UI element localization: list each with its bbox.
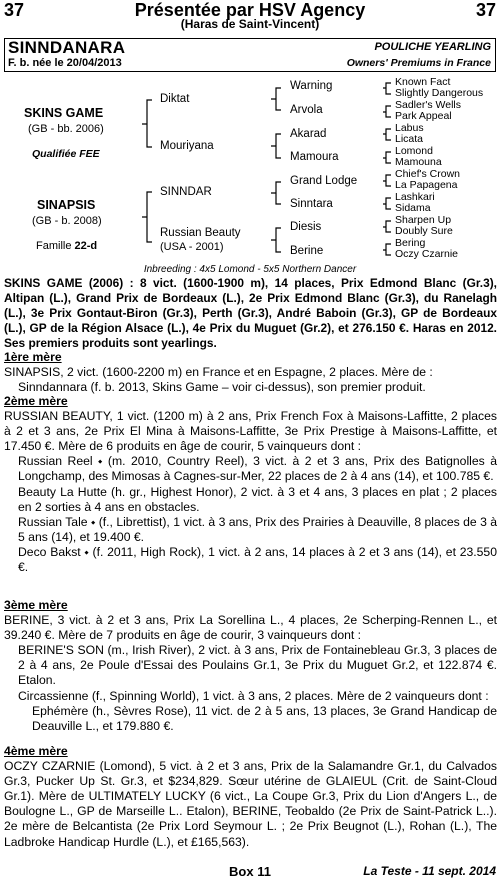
second-dam-heading: 2ème mère [4,394,68,408]
gen4-item: Labus [395,122,424,134]
lot-number-left: 37 [4,0,25,20]
bracket-mouriyana [271,134,281,158]
gen2-dam-dam: Russian Beauty [160,227,241,239]
horse-birth: F. b. née le 20/04/2013 [8,57,122,69]
dam-family: Famille 22-d [36,240,98,252]
gen2-dam-sire: SINNDAR [160,186,212,198]
gen3-item: Arvola [290,104,323,116]
sale-place-date: La Teste - 11 sept. 2014 [363,864,496,878]
third-dam-section [4,598,497,734]
first-dam-line: SINAPSIS, 2 vict. (1600-2200 m) en France et en Espagne, 2 places. Mère de : [4,365,433,380]
gen2-sire-sire: Diktat [160,93,190,105]
gen4-item: Park Appeal [395,110,452,122]
fourth-dam-section [4,744,497,850]
bracket-sire [142,100,152,147]
bracket-russian-beauty [271,228,281,252]
first-dam-produce: Sinndannara (f. b. 2013, Skins Game – voir ci-dessus), son premier produit. [18,380,426,395]
bracket-diktat [271,88,281,110]
fourth-dam-heading: 4ème mère [4,744,68,758]
page-subtitle: (Haras de Saint-Vincent) [180,17,320,31]
bracket-dam [142,192,152,242]
second-dam-section [4,394,497,575]
gen4-item: La Papagena [395,179,458,191]
bracket-sinndar [271,182,281,204]
sire-name: SKINS GAME [24,106,104,120]
gen3-item: Berine [290,245,324,257]
second-dam-produce: Russian Reel ⬩ (m. 2010, Country Reel), 3 vict. à 2 et 3 ans, Prix des Batignolles à Longchamp, des Mimosas à Cagnes-sur-Mer, 22 places de 2 à 4 ans (14), et 100.785 €. [18,454,497,484]
horse-category: POULICHE YEARLING [374,41,491,53]
sire-info: (GB - bb. 2006) [28,123,104,135]
second-dam-produce: Beauty La Hutte (h. gr., Highest Honor), 2 vict. à 3 et 4 ans, 3 places en plat ; 2 places en 2 sorties à 4 ans en obstacles. [18,484,497,514]
gen4-item: Doubly Sure [395,225,453,237]
gen2-dam-dam-info: (USA - 2001) [160,241,224,253]
second-dam-produce: Russian Tale ⬩ (f., Librettist), 1 vict. à 3 ans, Prix des Prairies à Deauville, 8 places de 3 à 5 ans (14), et 19.400 €. [18,514,498,544]
gen4-item: Chief's Crown [395,168,461,180]
gen3-item: Diesis [290,221,322,233]
inbreeding-note: Inbreeding : 4x5 Lomond - 5x5 Northern Dancer [143,264,357,275]
lot-number-right: 37 [475,0,496,20]
gen4-item: Lomond [395,145,433,157]
third-dam-grandproduce: Ephémère (h., Sèvres Rose), 11 vict. de 2 à 5 ans, 13 places, 3e Grand Handicap de Deauville L., et 179.880 €. [32,703,497,733]
first-dam-section [4,350,497,395]
gen4-item: Known Fact [395,76,451,88]
gen4-item: Sharpen Up [395,214,452,226]
page-title: Présentée par HSV Agency [134,0,366,20]
dam-info: (GB - b. 2008) [32,215,102,227]
second-dam-line: RUSSIAN BEAUTY, 1 vict. (1200 m) à 2 ans, Prix French Fox à Maisons-Laffitte, 2 places à 2 et 3 ans, 2e Prix El Mina à Maisons-Laffitte, 3e Prix Prestige à Maisons-Laffitte, et 17.450 €. Mère de 6 produits en âge de courir, 5 vainqueurs dont : [4,409,497,454]
pedigree-table [0,72,500,272]
gen3-item: Akarad [290,128,327,140]
dam-name: SINAPSIS [37,198,96,212]
gen3-item: Warning [290,80,333,92]
gen3-item: Mamoura [290,151,339,163]
gen4-item: Licata [395,133,424,145]
owners-premium: Owners' Premiums in France [346,57,491,69]
gen3-item: Sinntara [290,198,333,210]
third-dam-produce: Circassienne (f., Spinning World), 1 vict. à 3 ans, 2 places. Mère de 2 vainqueurs dont : [18,688,489,703]
gen4-item: Bering [395,237,426,249]
gen4-item: Slightly Dangerous [395,87,484,99]
third-dam-heading: 3ème mère [4,598,68,612]
third-dam-produce: BERINE'S SON (m., Irish River), 2 vict. à 3 ans, Prix de Fontainebleau Gr.3, 3 places de 2 à 4 ans, 2e Poule d'Essai des Poulains Gr.1, 3e Prix du Muguet Gr.2, et 122.874 €. Etalon. [18,643,497,688]
fourth-dam-line: OCZY CZARNIE (Lomond), 5 vict. à 2 et 3 ans, Prix de la Salamandre Gr.1, du Calvados Gr.3, Pucker Up St. Gr.3, et $234,829. Sœur utérine de GLAIEUL (Crit. de Saint-Cloud Gr.1). Mère de ULTIMATELY LUCKY (6 vict., La Coupe Gr.3, Prix du Lion d'Angers L., de Boulogne L., GP de Marseille L.. Etalon), BERINE, Teobaldo (2e Prix de Saint-Patrick L..). 2e mère de Belcantista (2e Prix Lord Seymour L. ; 2e Prix Beugnot (L.), Rohan (L.), The Ladbroke Handicap Hurdle (L.), et £165,563). [4,759,497,849]
third-dam-line: BERINE, 3 vict. à 2 et 3 ans, Prix La Sorellina L., 4 places, 2e Scherping-Rennen L., et 39.240 €. Mère de 7 produits en âge de courir, 3 vainqueurs dont : [4,613,497,643]
sire-qualifier: Qualifiée FEE [32,148,100,160]
horse-name-box [4,38,496,72]
sire-record: SKINS GAME (2006) : 8 vict. (1600-1900 m), 14 places, Prix Edmond Blanc (Gr.3), Altipan (L.), Grand Prix de Bordeaux (L.), 2e Prix Edmond Blanc (Gr.3), du Ranelagh (L.), 3e Prix Gontaut-Biron (Gr.3), Perth (Gr.3), André Baboin (Gr.3), GP de Bordeaux (L.), GP de la Région Alsace (L.), 4e Prix du Muguet (Gr.2), et 276.150 €. Haras en 2012. Ses premiers produits sont yearlings. [4,276,497,350]
gen4-item: Lashkari [395,191,435,203]
horse-name: SINNDANARA [8,38,126,57]
gen4-item: Sadler's Wells [395,99,461,111]
second-dam-produce: Deco Bakst ⬩ (f. 2011, High Rock), 1 vict. à 2 ans, 14 places à 2 et 3 ans (14), et 23.550 €. [18,544,497,575]
first-dam-heading: 1ère mère [4,350,62,364]
gen4-item: Mamouna [395,156,442,168]
gen3-item: Grand Lodge [290,175,358,187]
gen4-item: Oczy Czarnie [395,248,459,260]
box-number: Box 11 [229,864,271,879]
gen4-item: Sidama [395,202,431,214]
gen2-sire-dam: Mouriyana [160,140,214,152]
